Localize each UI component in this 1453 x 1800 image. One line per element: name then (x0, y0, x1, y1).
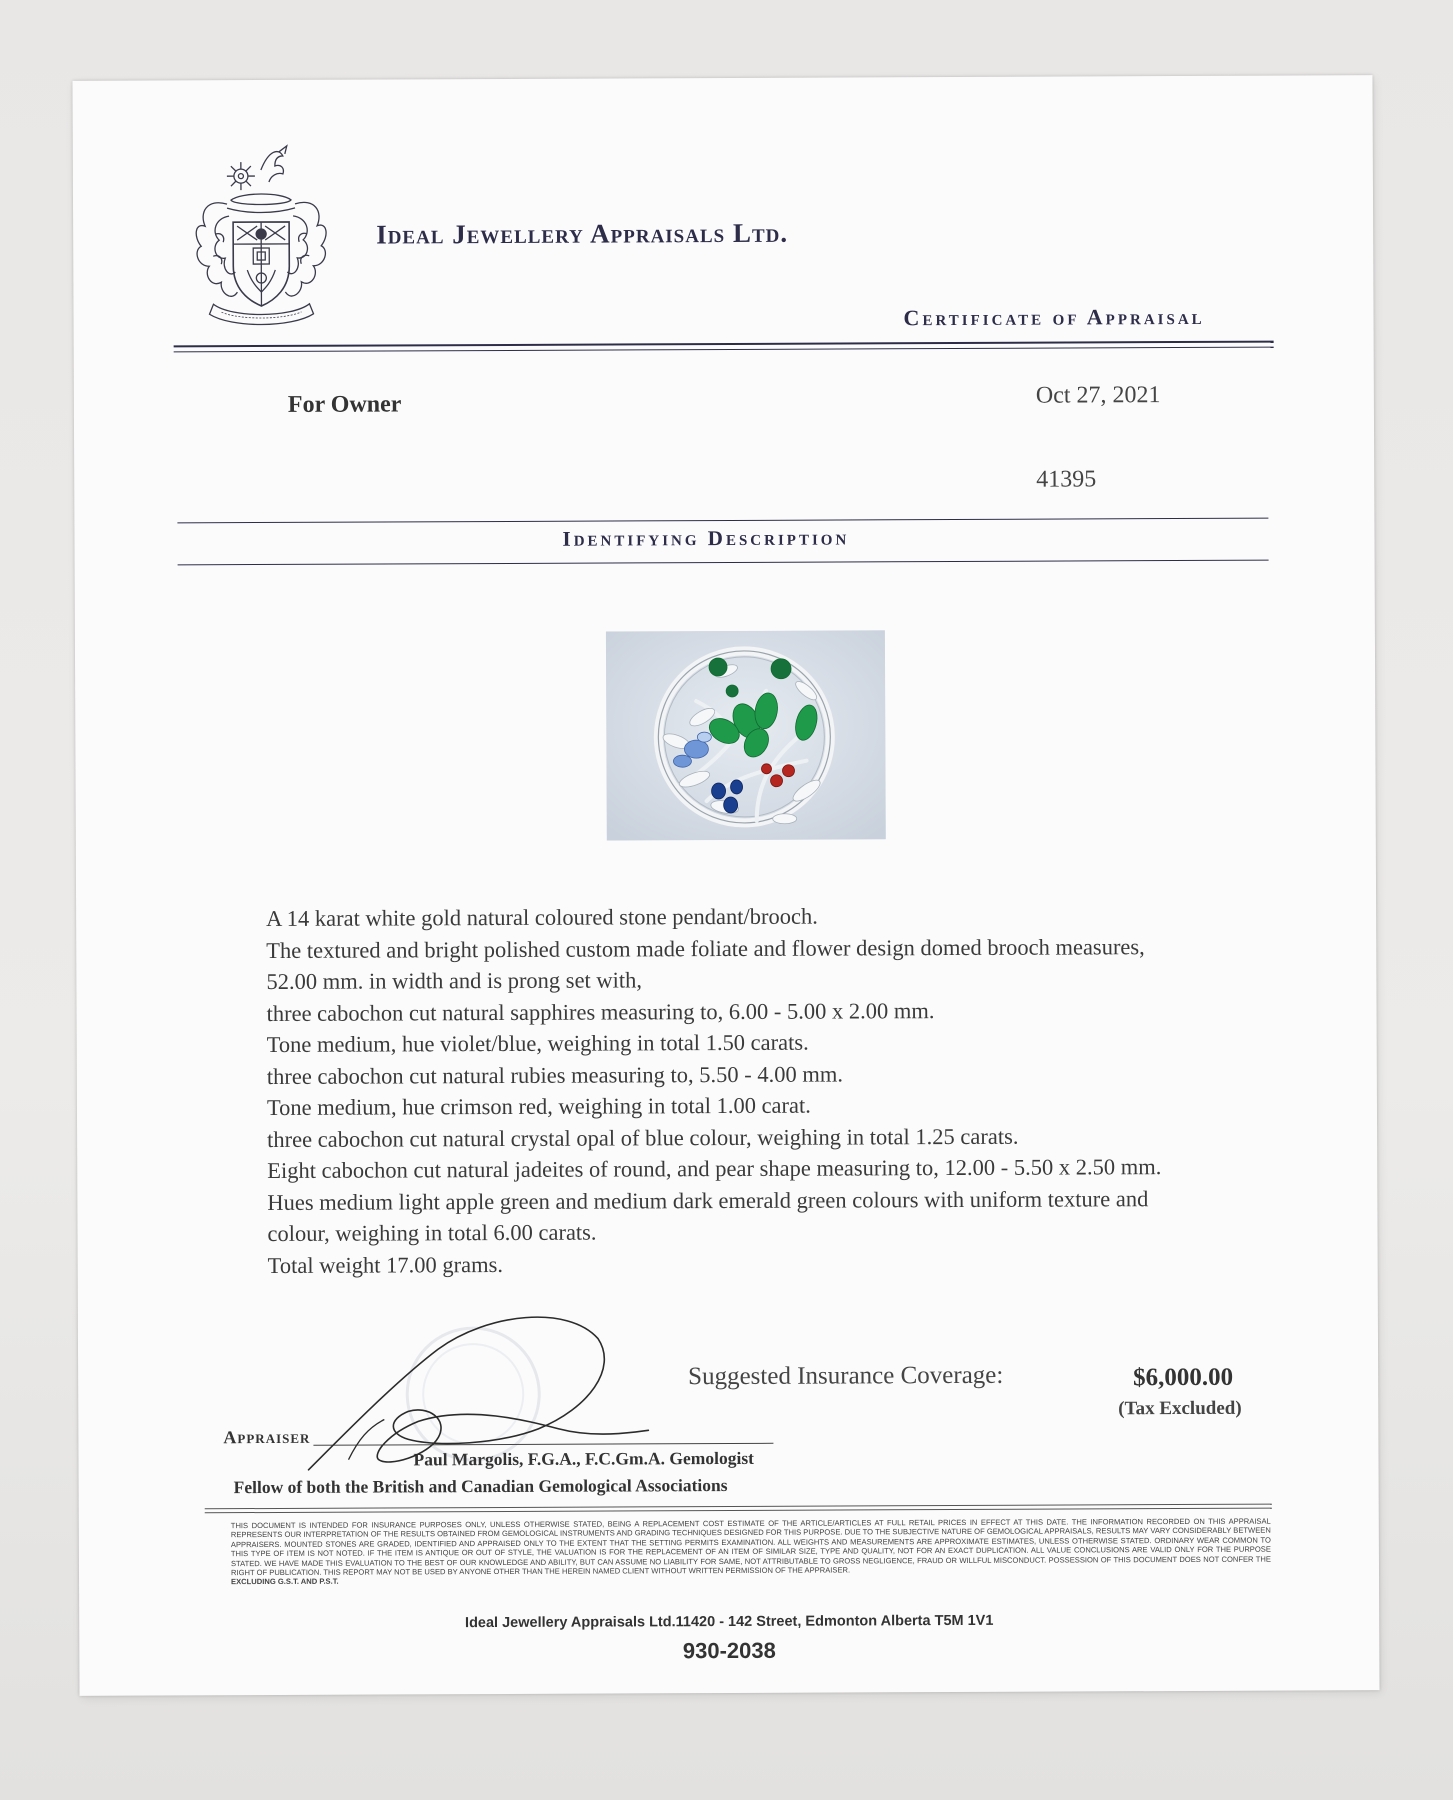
disclaimer-text: THIS DOCUMENT IS INTENDED FOR INSURANCE PURPOSES ONLY, UNLESS OTHERWISE STATED, BEING A REPLACEMENT COST ESTIMATE OF THE ARTICLE/ARTICLES AT FULL RETAIL PRICES IN EFFECT AT THIS DATE. THE INFORMATION RECORDED ON THIS APPRAISAL REPRESENTS OUR INTERPRETATION OF THE RESULTS OBTAINED FROM GEMOLOGICAL INSTRUMENTS AND GRADING TECHNIQUES DESIGNED FOR THIS PURPOSE. DUE TO THE SUBJECTIVE NATURE OF GEMOLOGICAL APPRAISALS, RESULTS MAY VARY CONSIDERABLY BETWEEN APPRAISERS. MOUNTED STONES ARE GRADED, IDENTIFIED AND APPRAISED ONLY TO THE EXTENT THAT THE SETTING PERMITS EXAMINATION. ALL WEIGHTS AND MEASUREMENTS ARE APPROXIMATE ESTIMATES, UNLESS OTHERWISE STATED. ORDINARY WEAR COMMON TO THIS TYPE OF ITEM IS NOT NOTED. IF THE ITEM IS ANTIQUE OR OUT OF STYLE, THE VALUATION IS FOR THE REPLACEMENT OF AN ITEM OF SIMILAR SIZE, TYPE AND QUALITY, NOT FOR AN EXACT DUPLICATION. ALL VALUE CONCLUSIONS ARE VALID ONLY FOR THE PURPOSE STATED. WE HAVE MADE THIS EVALUATION TO THE BEST OF OUR KNOWLEDGE AND ABILITY, BUT CAN ASSUME NO LIABILITY FOR SAME, NOT ATTRIBUTABLE TO GROSS NEGLIGENCE, FRAUD OR WILLFUL MISCONDUCT. POSSESSION OF THIS DOCUMENT DOES NOT CONFER THE RIGHT OF PUBLICATION. THIS REPORT MAY NOT BE USED BY ANYONE OTHER THAN THE HEREIN NAMED CLIENT WITHOUT WRITTEN PERMISSION OF THE APPRAISER. (230, 1516, 1271, 1578)
certificate-number: 41395 (1036, 466, 1097, 493)
section-heading: Identifying Description (562, 525, 850, 551)
description-line: Hues medium light apple green and medium dark emerald green colours with uniform texture and (267, 1185, 1149, 1215)
insurance-label: Suggested Insurance Coverage: (688, 1361, 1004, 1391)
description-line: Total weight 17.00 grams. (267, 1251, 503, 1278)
legal-disclaimer (231, 1517, 1271, 1587)
description-line: colour, weighing in total 6.00 carats. (267, 1219, 597, 1247)
section-rule-top (177, 518, 1268, 524)
insurance-amount: $6,000.00 (1133, 1363, 1234, 1392)
owner-label: For Owner (287, 391, 402, 418)
description-line: Eight cabochon cut natural jadeites of round, and pear shape measuring to, 12.00 - 5.50 x 2.50 mm. (267, 1154, 1162, 1184)
description-line: three cabochon cut natural crystal opal of blue colour, weighing in total 1.25 carats. (267, 1123, 1019, 1152)
appraisal-date: Oct 27, 2021 (1035, 382, 1161, 409)
description-line: three cabochon cut natural rubies measuring to, 5.50 - 4.00 mm. (266, 1060, 843, 1089)
description-line: Tone medium, hue crimson red, weighing in total 1.00 carat. (266, 1092, 811, 1121)
appraiser-label: Appraiser (223, 1426, 311, 1448)
brooch-photo (606, 630, 886, 840)
document-title: Certificate of Appraisal (903, 303, 1205, 331)
section-rule-bottom (178, 560, 1269, 566)
description-text (266, 899, 1268, 1281)
tax-exclusion-note: EXCLUDING G.S.T. AND P.S.T. (231, 1577, 339, 1587)
header-rule-thin (174, 347, 1274, 353)
description-line: The textured and bright polished custom made foliate and flower design domed brooch measures, (266, 933, 1145, 963)
crest-logo (191, 142, 332, 335)
description-line: A 14 karat white gold natural coloured stone pendant/brooch. (266, 903, 818, 932)
appraisal-certificate (72, 75, 1379, 1696)
appraiser-signature (288, 1308, 669, 1480)
brooch-illustration (606, 630, 886, 840)
company-name: Ideal Jewellery Appraisals Ltd. (376, 217, 789, 250)
company-phone: 930-2038 (682, 1637, 776, 1664)
description-line: three cabochon cut natural sapphires measuring to, 6.00 - 5.00 x 2.00 mm. (266, 997, 935, 1026)
appraiser-affiliation: Fellow of both the British and Canadian Gemological Associations (233, 1474, 728, 1498)
description-line: Tone medium, hue violet/blue, weighing in total 1.50 carats. (266, 1029, 809, 1058)
company-address: Ideal Jewellery Appraisals Ltd.11420 - 142 Street, Edmonton Alberta T5M 1V1 (464, 1612, 994, 1632)
appraiser-name: Paul Margolis, F.G.A., F.C.Gm.A. Gemologist (413, 1447, 754, 1470)
insurance-tax-note: (Tax Excluded) (1118, 1397, 1242, 1420)
description-line: 52.00 mm. in width and is prong set with, (266, 967, 643, 995)
